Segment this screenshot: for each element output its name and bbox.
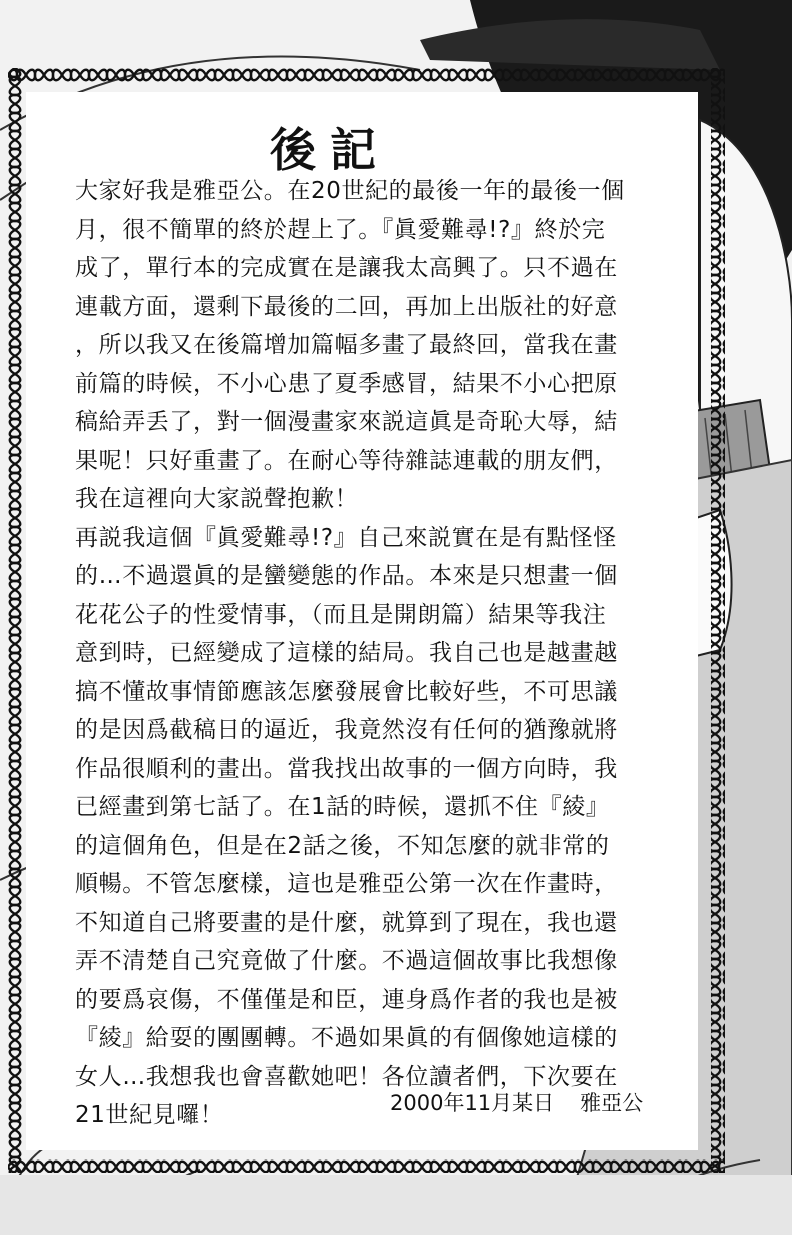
body-line: 大家好我是雅亞公。在20世紀的最後一年的最後一個 bbox=[75, 178, 625, 204]
body-line: 果呢！只好重畫了。在耐心等待雜誌連載的朋友們， bbox=[75, 447, 618, 474]
body-line: 的是因爲截稿日的逼近，我竟然沒有任何的猶豫就將 bbox=[75, 717, 618, 743]
signature-line bbox=[390, 1086, 690, 1120]
body-line: 的…不過還眞的是蠻變態的作品。本來是只想畫一個 bbox=[75, 563, 618, 589]
body-line: 順暢。不管怎麼樣，這也是雅亞公第一次在作畫時， bbox=[75, 871, 618, 897]
body-line: 再説我這個『眞愛難尋!?』自己來説實在是有點怪怪 bbox=[75, 524, 617, 551]
body-line: 連載方面，還剩下最後的二回，再加上出版社的好意 bbox=[75, 293, 618, 320]
afterword-title: 後記 bbox=[270, 123, 390, 177]
body-line: 『綾』給耍的團團轉。不過如果眞的有個像她這樣的 bbox=[75, 1025, 618, 1051]
body-line: ，所以我又在後篇增加篇幅多畫了最終回，當我在畫 bbox=[75, 332, 618, 358]
body-line: 已經畫到第七話了。在1話的時候，還抓不住『綾』 bbox=[75, 794, 610, 820]
body-line: 我在這裡向大家説聲抱歉！ bbox=[75, 486, 359, 512]
afterword-body bbox=[75, 172, 675, 1135]
body-line: 作品很順利的畫出。當我找出故事的一個方向時，我 bbox=[75, 755, 618, 782]
body-line: 21世紀見囉！ bbox=[75, 1102, 224, 1128]
signature-date: 2000年11月某日 bbox=[390, 1091, 555, 1115]
body-line: 女人…我想我也會喜歡她吧！各位讀者們，下次要在 bbox=[75, 1063, 618, 1090]
body-line: 花花公子的性愛情事，（而且是開朗篇）結果等我注 bbox=[75, 601, 607, 628]
body-line: 的這個角色，但是在2話之後，不知怎麼的就非常的 bbox=[75, 832, 610, 859]
body-line: 月，很不簡單的終於趕上了。『眞愛難尋!?』終於完 bbox=[75, 216, 606, 243]
body-line: 弄不清楚自己究竟做了什麼。不過這個故事比我想像 bbox=[75, 948, 618, 974]
body-line: 前篇的時候，不小心患了夏季感冒，結果不小心把原 bbox=[75, 370, 618, 397]
signature-author: 雅亞公 bbox=[580, 1091, 644, 1115]
body-line: 不知道自己將要畫的是什麼，就算到了現在，我也還 bbox=[75, 909, 618, 936]
body-line: 稿給弄丢了，對一個漫畫家來説這眞是奇恥大辱，結 bbox=[75, 409, 618, 435]
body-line: 搞不懂故事情節應該怎麼發展會比較好些，不可思議 bbox=[75, 678, 618, 705]
body-line: 的要爲哀傷，不僅僅是和臣，連身爲作者的我也是被 bbox=[75, 986, 618, 1013]
body-line: 成了，單行本的完成實在是讓我太高興了。只不過在 bbox=[75, 255, 618, 281]
body-line: 意到時，已經變成了這樣的結局。我自己也是越畫越 bbox=[75, 640, 618, 666]
